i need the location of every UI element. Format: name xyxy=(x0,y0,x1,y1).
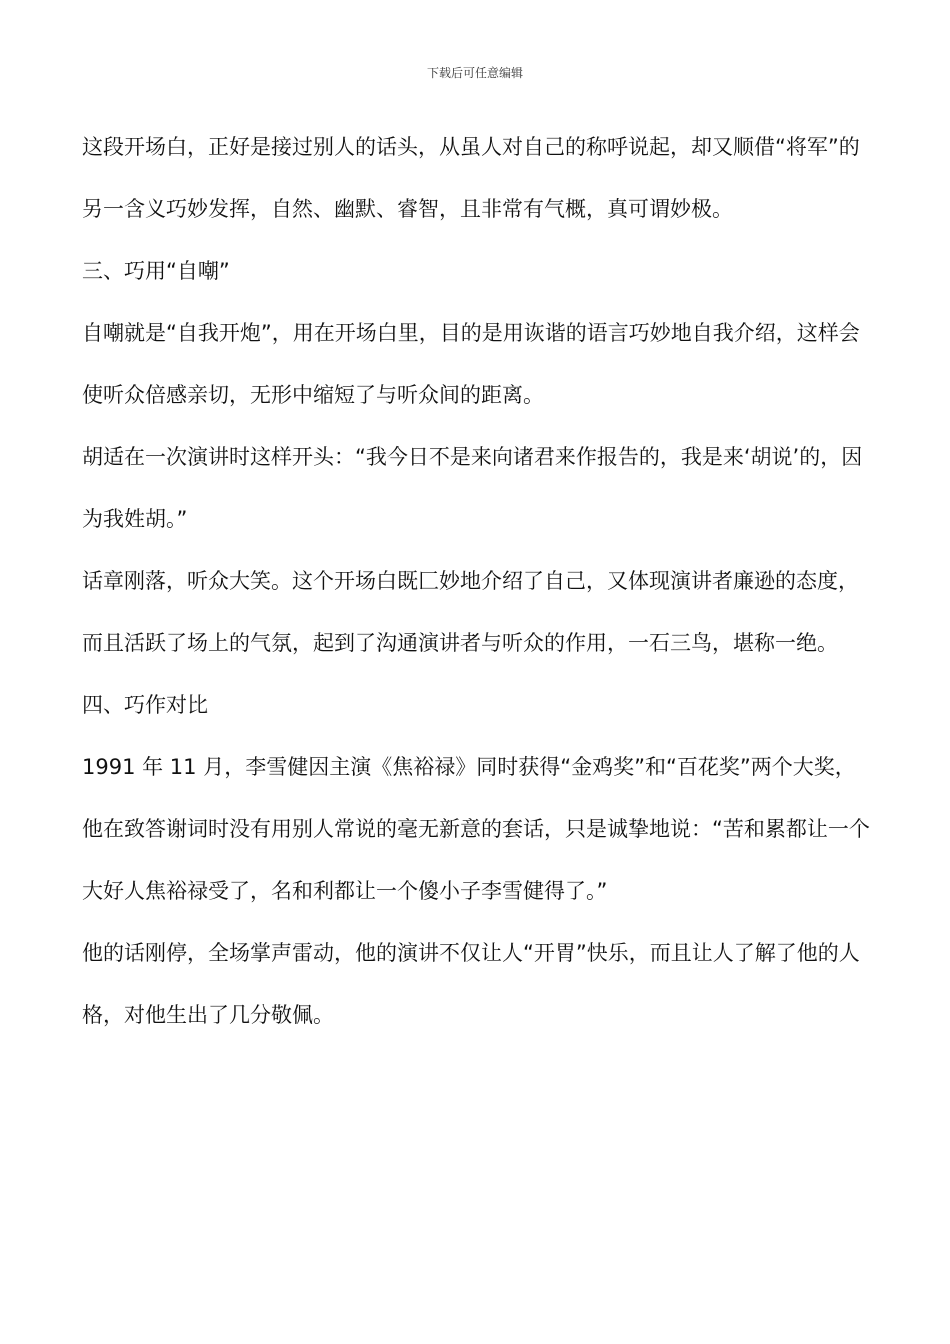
section-heading-self-mockery: 三、巧用“自嘲” xyxy=(82,259,230,283)
paragraph-hu-shi-effect: 话章刚落，听众大笑。这个开场白既匚妙地介绍了自己，又体现演讲者廉逊的态度，而且活跃了场上的气氛，起到了沟通演讲者与听众的作用，一石三鸟，堪称一绝。 xyxy=(82,569,859,655)
paragraph-opening-remark: 这段开场白，正好是接过别人的话头，从虽人对自己的称呼说起，却又顺借“将军”的另一含义巧妙发挥，自然、幽默、睿智，且非常有气概，真可谓妙极。 xyxy=(82,135,860,221)
section-heading-contrast: 四、巧作对比 xyxy=(82,693,208,717)
paragraph-hu-shi-example: 胡适在一次演讲时这样开头：“我今日不是来向诸君来作报告的，我是来‘胡说’的，因为我姓胡。” xyxy=(82,445,863,531)
document-body xyxy=(82,116,872,1046)
paragraph-self-mockery-definition: 自嘲就是“自我开炮”，用在开场白里，目的是用诙谐的语言巧妙地自我介绍，这样会使听众倍感亲切，无形中缩短了与听众间的距离。 xyxy=(82,321,860,407)
paragraph-li-xuejian-effect: 他的话刚停，全场掌声雷动，他的演讲不仅让人“开胃”快乐，而且让人了解了他的人格，对他生出了几分敬佩。 xyxy=(82,941,860,1027)
page-header-note: 下载后可任意编辑 xyxy=(426,66,523,80)
paragraph-li-xuejian-example: 1991 年 11 月，李雪健因主演《焦裕禄》同时获得“金鸡奖”和“百花奖”两个大奖，他在致答谢词时没有用别人常说的毫无新意的套话，只是诚挚地说：“苦和累都让一个大好人焦裕禄受了，名和利都让一个傻小子李雪健得了。” xyxy=(82,755,870,903)
